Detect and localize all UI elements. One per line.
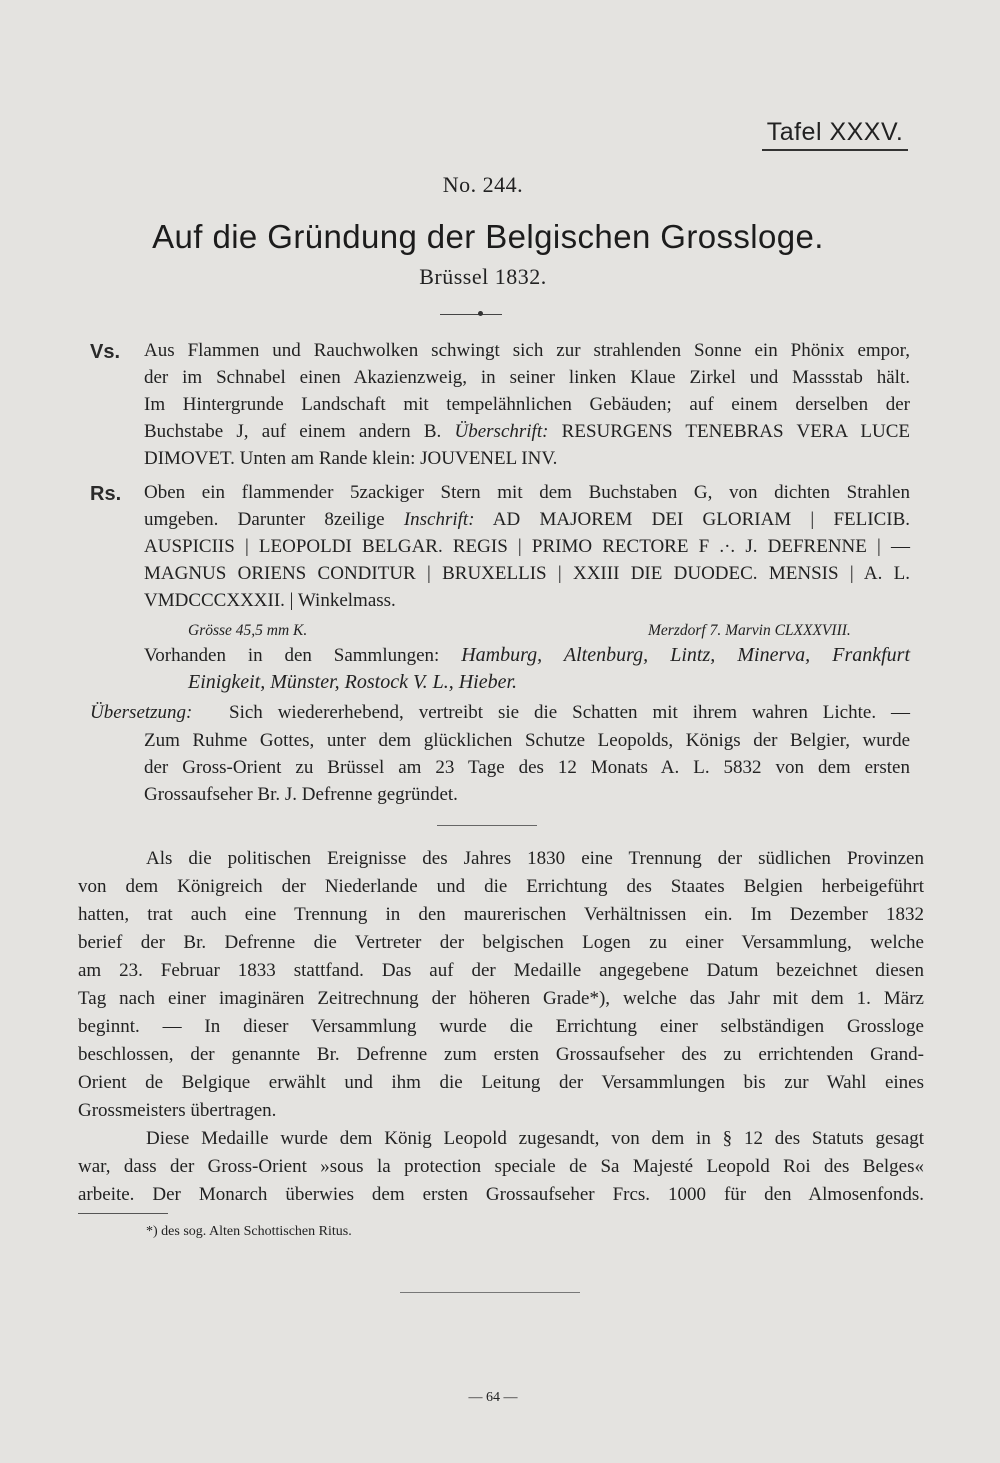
inschrift-label: Inschrift:	[403, 509, 475, 530]
obverse-line: DIMOVET. Unten am Rande klein: JOUVENEL INV.	[144, 448, 558, 469]
body-line: beschlossen, der genannte Br. Defrenne zum ersten Grossaufseher des zu errichtenden Grand-	[78, 1044, 924, 1065]
reverse-legend: AD MAJOREM DEI GLORIAM | FELICIB.	[492, 509, 911, 530]
obverse-line: Im Hintergrunde Landschaft mit tempelähnlichen Gebäuden; auf einem derselben der	[144, 394, 910, 415]
reverse-line: Oben ein flammender 5zackiger Stern mit dem Buchstaben G, von dichten Strahlen	[144, 482, 910, 503]
reverse-text: umgeben. Darunter 8zeilige	[144, 509, 385, 530]
collections-list: Hamburg, Altenburg, Lintz, Minerva, Frankfurt	[461, 644, 910, 666]
body-line: Tag nach einer imaginären Zeitrechnung der höheren Grade*), welche das Jahr mit dem 1. März	[78, 988, 924, 1009]
ornament-rule	[440, 314, 502, 315]
page-number: — 64 —	[468, 1390, 518, 1405]
collections-list: Einigkeit, Münster, Rostock V. L., Hieber.	[188, 671, 518, 693]
end-rule	[400, 1292, 580, 1293]
body-line: Orient de Belgique erwählt und ihm die Leitung der Versammlungen bis zur Wahl eines	[78, 1072, 924, 1093]
reference-note: Merzdorf 7. Marvin CLXXXVIII.	[648, 622, 851, 639]
section-divider	[437, 825, 537, 826]
page-title: Auf die Gründung der Belgischen Grossloge.	[152, 218, 824, 255]
body-line: von dem Königreich der Niederlande und die Errichtung des Staates Belgien herbeigeführt	[78, 876, 924, 897]
ornament-dot	[478, 311, 483, 316]
subtitle: Brüssel 1832.	[419, 264, 547, 289]
obverse-legend: RESURGENS TENEBRAS VERA LUCE	[561, 421, 910, 442]
reverse-line	[144, 509, 910, 537]
reverse-line: AUSPICIIS | LEOPOLDI BELGAR. REGIS | PRIMO RECTORE F .·. J. DEFRENNE | —	[144, 536, 910, 557]
reverse-line: MAGNUS ORIENS CONDITUR | BRUXELLIS | XXIII DIE DUODEC. MENSIS | A. L.	[144, 563, 910, 584]
translation-line: Sich wiedererhebend, vertreibt sie die Schatten mit ihrem wahren Lichte. —	[229, 702, 910, 723]
body-line: berief der Br. Defrenne die Vertreter der belgischen Logen zu einer Versammlung, welche	[78, 932, 924, 953]
overschrift-label: Überschrift:	[454, 421, 549, 442]
body-line: arbeite. Der Monarch überwies dem ersten Grossaufseher Frcs. 1000 für den Almosenfonds.	[78, 1184, 924, 1205]
catalog-number: No. 244.	[442, 172, 524, 197]
reverse-marker: Rs.	[90, 483, 122, 505]
translation-line: der Gross-Orient zu Brüssel am 23 Tage des 12 Monats A. L. 5832 von dem ersten	[144, 757, 910, 778]
translation-line: Grossaufseher Br. J. Defrenne gegründet.	[144, 784, 458, 805]
footnote: *) des sog. Alten Schottischen Ritus.	[146, 1224, 352, 1239]
obverse-line: Aus Flammen und Rauchwolken schwingt sich zur strahlenden Sonne ein Phönix empor,	[144, 340, 910, 361]
translation-line: Zum Ruhme Gottes, unter dem glücklichen Schutze Leopolds, Königs der Belgier, wurde	[144, 730, 910, 751]
collections-line	[144, 644, 910, 672]
body-line: Diese Medaille wurde dem König Leopold zugesandt, von dem in § 12 des Statuts gesagt	[146, 1128, 924, 1149]
size-note: Grösse 45,5 mm K.	[188, 622, 308, 639]
body-line: war, dass der Gross-Orient »sous la protection speciale de Sa Majesté Leopold Roi des Belges«	[78, 1156, 924, 1177]
obverse-text: Buchstabe J, auf einem andern B.	[144, 421, 442, 442]
body-line: beginnt. — In dieser Versammlung wurde die Errichtung einer selbständigen Grossloge	[78, 1016, 924, 1037]
obverse-marker: Vs.	[90, 341, 121, 363]
plate-number: Tafel XXXV.	[762, 118, 908, 151]
body-line: Grossmeisters übertragen.	[78, 1100, 277, 1121]
body-line: am 23. Februar 1833 stattfand. Das auf der Medaille angegebene Datum bezeichnet diesen	[78, 960, 924, 981]
collections-label: Vorhanden in den Sammlungen:	[144, 645, 440, 666]
translation-label: Übersetzung:	[90, 702, 193, 723]
obverse-line	[144, 421, 910, 449]
footnote-rule	[78, 1213, 168, 1214]
body-line: hatten, trat auch eine Trennung in den maurerischen Verhältnissen ein. Im Dezember 1832	[78, 904, 924, 925]
obverse-line: der im Schnabel einen Akazienzweig, in seiner linken Klaue Zirkel und Massstab hält.	[144, 367, 910, 388]
reverse-line: VMDCCCXXXII. | Winkelmass.	[144, 590, 396, 611]
body-line: Als die politischen Ereignisse des Jahres 1830 eine Trennung der südlichen Provinzen	[146, 848, 924, 869]
